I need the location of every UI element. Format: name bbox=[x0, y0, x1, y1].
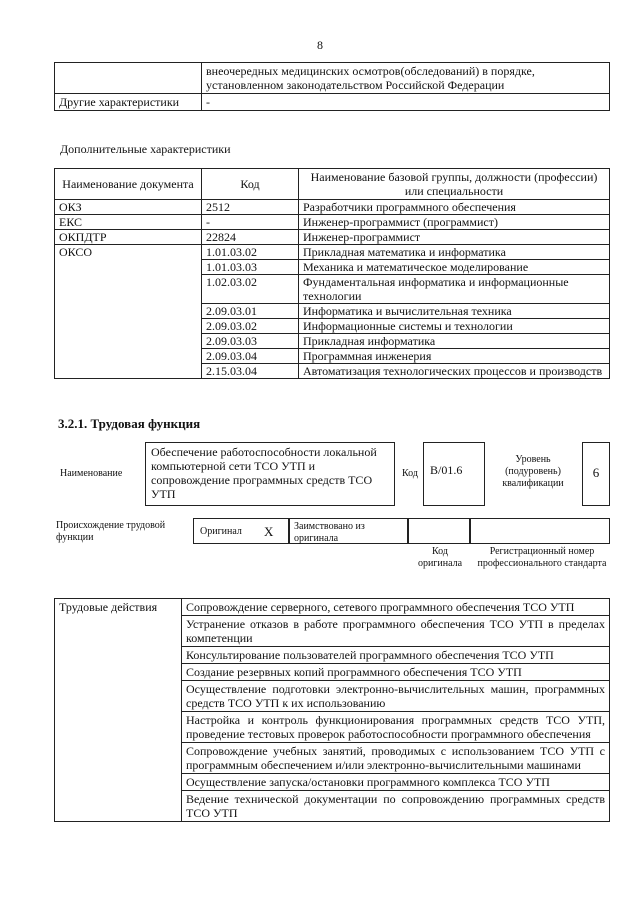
table-row bbox=[55, 63, 610, 94]
level-label: Уровень (подуровень) квалификации bbox=[502, 454, 564, 489]
table-row bbox=[55, 200, 610, 215]
table-cell: - bbox=[202, 94, 610, 111]
cell-document: ЕКС bbox=[55, 215, 202, 230]
cell-document: ОКПДТР bbox=[55, 230, 202, 245]
cell-code: 2.09.03.01 bbox=[202, 304, 299, 319]
code-original-label: Код оригинала bbox=[417, 546, 463, 569]
cell-code: - bbox=[202, 215, 299, 230]
cell-code: 2.09.03.04 bbox=[202, 349, 299, 364]
table-cell-empty bbox=[55, 63, 202, 94]
cell-code: 2512 bbox=[202, 200, 299, 215]
table-cell-label: Другие характеристики bbox=[55, 94, 202, 111]
additional-characteristics-heading: Дополнительные характеристики bbox=[60, 142, 231, 156]
cell-document: ОКЗ bbox=[55, 200, 202, 215]
cell-name: Механика и математическое моделирование bbox=[299, 260, 610, 275]
cell-document: ОКСО bbox=[55, 245, 202, 379]
cell-code: 22824 bbox=[202, 230, 299, 245]
cell-code: 1.01.03.02 bbox=[202, 245, 299, 260]
cell-code: 2.09.03.03 bbox=[202, 334, 299, 349]
labor-actions-label: Трудовые действия bbox=[55, 599, 182, 822]
labor-action-item: Устранение отказов в работе программного обеспечения ТСО УТП в пределах компетенции bbox=[182, 616, 610, 647]
original-cell bbox=[193, 518, 289, 544]
original-label: Оригинал bbox=[200, 526, 242, 537]
labor-action-item: Осуществление запуска/остановки программного комплекса ТСО УТП bbox=[182, 774, 610, 791]
cell-name: Разработчики программного обеспечения bbox=[299, 200, 610, 215]
table-row bbox=[55, 215, 610, 230]
cell-name: Инженер-программист (программист) bbox=[299, 215, 610, 230]
labor-action-item: Сопровождение учебных занятий, проводимых с использованием ТСО УТП с программным обеспечением и/или электронно-вычислительными машинами bbox=[182, 743, 610, 774]
labor-action-item: Создание резервных копий программного обеспечения ТСО УТП bbox=[182, 664, 610, 681]
function-name-box: Обеспечение работоспособности локальной компьютерной сети ТСО УТП и сопровождение программных средств ТСО УТП bbox=[145, 442, 395, 506]
name-label: Наименование bbox=[60, 468, 123, 479]
labor-action-item: Настройка и контроль функционирования программных средств ТСО УТП, проведение тестовых проверок работоспособности программного обеспечения bbox=[182, 712, 610, 743]
column-header-code: Код bbox=[202, 169, 299, 200]
cell-name: Инженер-программист bbox=[299, 230, 610, 245]
table-row bbox=[55, 230, 610, 245]
reg-number-cell bbox=[470, 518, 610, 544]
labor-action-item: Сопровождение серверного, сетевого программного обеспечения ТСО УТП bbox=[182, 599, 610, 616]
labor-actions-table bbox=[54, 598, 610, 822]
cell-code: 1.02.03.02 bbox=[202, 275, 299, 304]
column-header-name: Наименование базовой группы, должности (профессии) или специальности bbox=[299, 169, 610, 200]
table-cell: внеочередных медицинских осмотров(обследований) в порядке, установленном законодательством Российской Федерации bbox=[202, 63, 610, 94]
additional-characteristics-table bbox=[54, 168, 610, 379]
table-row bbox=[55, 245, 610, 260]
cell-name: Программная инженерия bbox=[299, 349, 610, 364]
code-label: Код bbox=[402, 468, 418, 479]
column-header-document: Наименование документа bbox=[55, 169, 202, 200]
cell-code: 1.01.03.03 bbox=[202, 260, 299, 275]
page-number: 8 bbox=[317, 38, 323, 52]
origin-label: Происхождение трудовой функции bbox=[56, 520, 166, 543]
original-mark: X bbox=[264, 524, 274, 539]
cell-name: Информатика и вычислительная техника bbox=[299, 304, 610, 319]
cell-name: Прикладная математика и информатика bbox=[299, 245, 610, 260]
cell-name: Фундаментальная информатика и информационные технологии bbox=[299, 275, 610, 304]
reg-number-label: Регистрационный номер профессионального стандарта bbox=[477, 546, 607, 569]
cell-code: 2.15.03.04 bbox=[202, 364, 299, 379]
top-table bbox=[54, 62, 610, 111]
cell-code: 2.09.03.02 bbox=[202, 319, 299, 334]
cell-name: Информационные системы и технологии bbox=[299, 319, 610, 334]
level-value-box: 6 bbox=[582, 442, 610, 506]
labor-action-item: Консультирование пользователей программного обеспечения ТСО УТП bbox=[182, 647, 610, 664]
labor-action-item: Осуществление подготовки электронно-вычислительных машин, программных средств ТСО УТП к их использованию bbox=[182, 681, 610, 712]
labor-action-item: Ведение технической документации по сопровождению программных средств ТСО УТП bbox=[182, 791, 610, 822]
table-row bbox=[55, 599, 610, 616]
function-code-box: В/01.6 bbox=[423, 442, 485, 506]
table-row bbox=[55, 94, 610, 111]
cell-name: Автоматизация технологических процессов и производств bbox=[299, 364, 610, 379]
borrowed-cell: Заимствовано из оригинала bbox=[289, 518, 408, 544]
cell-name: Прикладная информатика bbox=[299, 334, 610, 349]
section-heading: 3.2.1. Трудовая функция bbox=[58, 416, 201, 431]
table-header-row bbox=[55, 169, 610, 200]
code-original-cell bbox=[408, 518, 470, 544]
